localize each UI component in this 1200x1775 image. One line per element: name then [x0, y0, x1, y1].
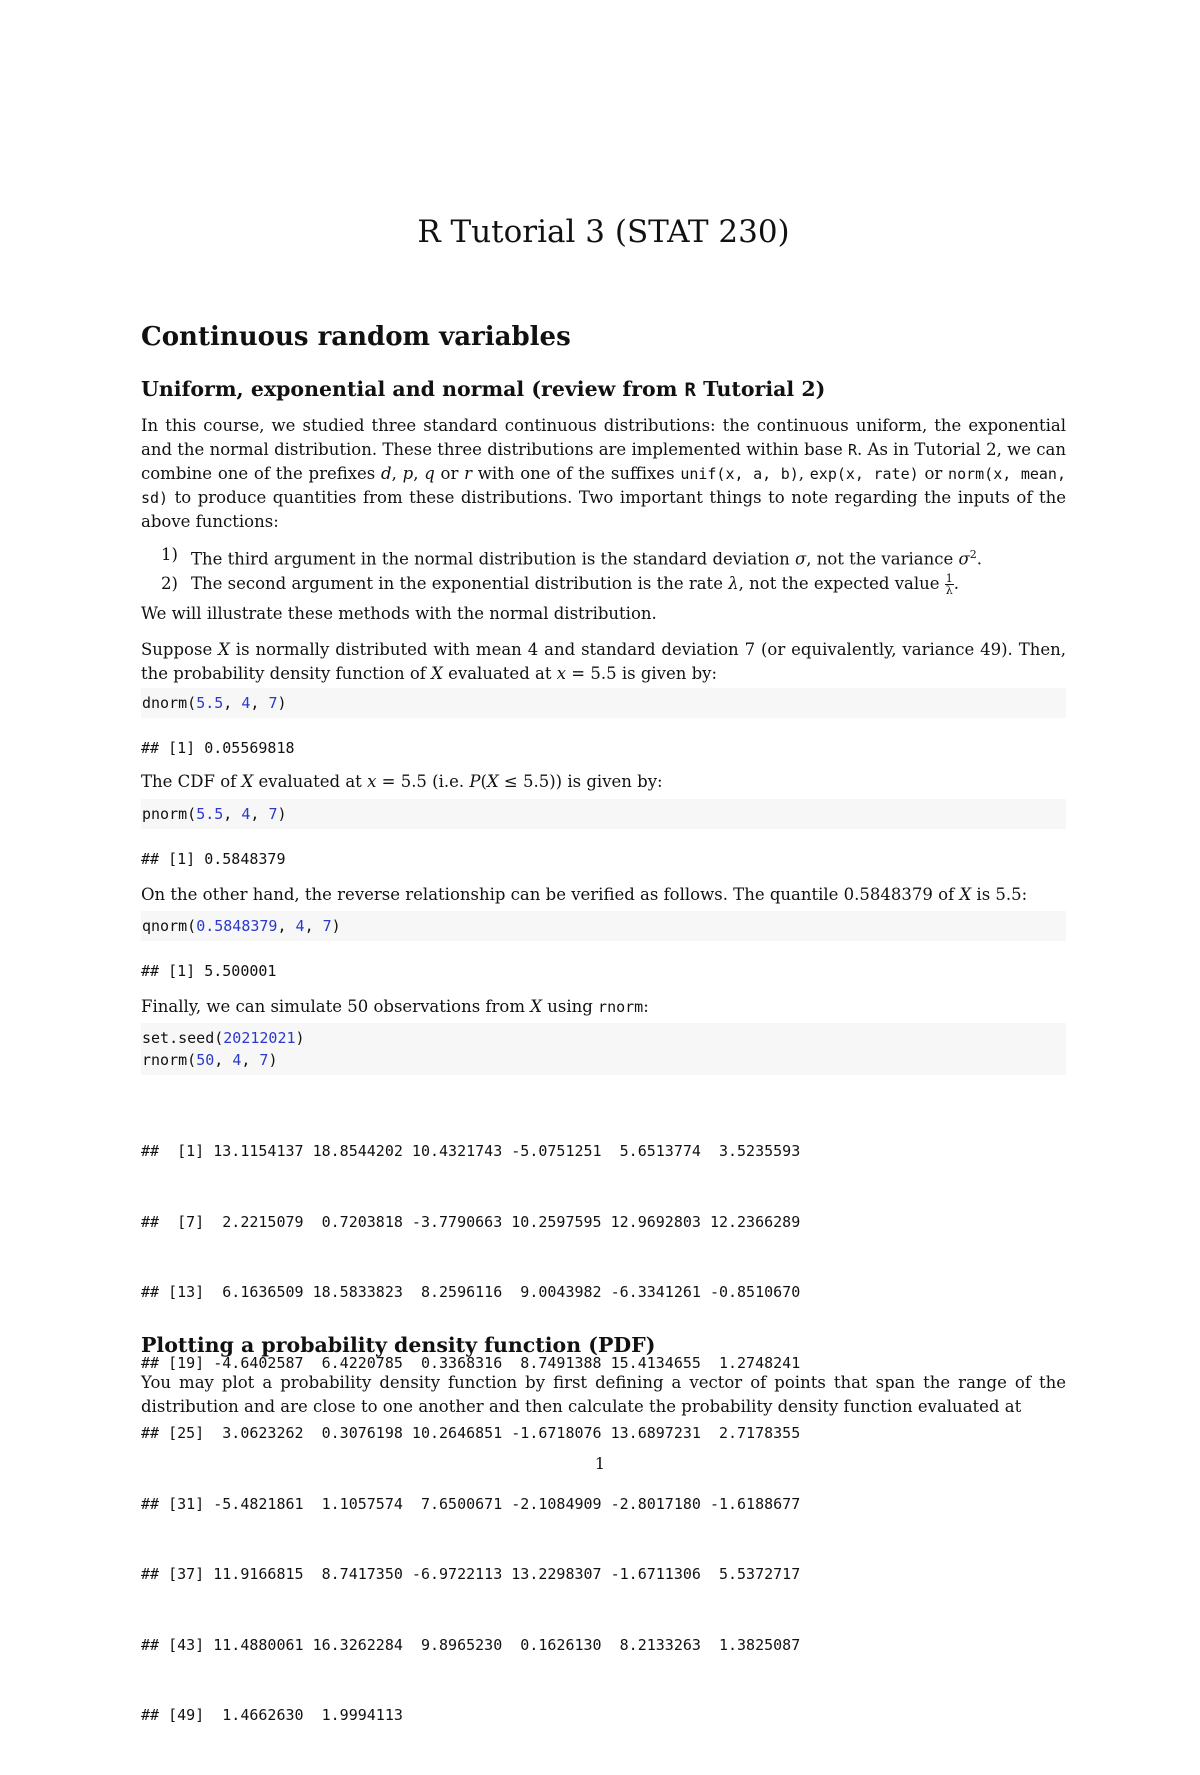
plotting-paragraph: You may plot a probability density function by first defining a vector of points that span the range of the distribution and are close to one another and then calculate the probability density function evaluated at: [141, 1373, 1066, 1416]
subsection-heading-uniform: [141, 377, 825, 401]
code-token: ,: [250, 805, 269, 823]
code-block-qnorm: [141, 911, 1066, 941]
para-text: Suppose: [141, 640, 219, 659]
intro-text: or: [434, 464, 465, 483]
code-number: 7: [268, 805, 278, 823]
intro-text: ,: [413, 464, 425, 483]
math-var: X: [241, 772, 254, 791]
fraction-numerator: 1: [945, 571, 953, 585]
cdf-paragraph: [141, 770, 1066, 794]
code-token: ,: [277, 917, 296, 935]
code-token: ): [277, 694, 287, 712]
code-line: [141, 915, 1066, 937]
output-line: ## [7] 2.2215079 0.7203818 -3.7790663 10.2597595 12.9692803 12.2366289: [141, 1212, 801, 1231]
code-token: ): [268, 1051, 278, 1069]
notes-list: [141, 543, 1066, 596]
para-text: On the other hand, the reverse relationship can be verified as follows. The quantile 0.5848379 of: [141, 885, 960, 904]
suppose-paragraph: [141, 638, 1066, 686]
intro-text: In this course, we studied three standard continuous distributions: the continuous uniform, the exponential and the normal distribution. These three distributions are implemented within base: [141, 416, 1066, 459]
para-text: ≤ 5.5)) is given by:: [498, 772, 663, 791]
code-token: ,: [214, 1051, 233, 1069]
sigma-symbol: σ: [958, 549, 970, 569]
output-dnorm: [141, 737, 1066, 761]
math-var: X: [959, 885, 972, 904]
illustrate-paragraph: We will illustrate these methods with the normal distribution.: [141, 604, 657, 623]
para-text: is 5.5:: [971, 885, 1028, 904]
inline-code: norm(x, mean, sd): [141, 465, 1066, 507]
math-var: X: [530, 997, 542, 1016]
intro-text: ,: [391, 464, 403, 483]
list-text: The third argument in the normal distribution is the standard deviation: [191, 549, 795, 569]
output-rnorm: [141, 1093, 1066, 1775]
code-line: [141, 1027, 1066, 1049]
para-text: is normally distributed with mean 4 and standard deviation 7 (or equivalently, variance 49). Then, the probability density function of: [141, 640, 1066, 683]
document-title: R Tutorial 3 (STAT 230): [417, 214, 790, 250]
code-token: pnorm(: [142, 805, 197, 823]
fraction: [945, 573, 954, 596]
para-text: :: [643, 997, 649, 1016]
output-line: ## [1] 13.1154137 18.8544202 10.4321743 -5.0751251 5.6513774 3.5235593: [141, 1142, 801, 1160]
subsection-text: Tutorial 2): [696, 377, 826, 401]
section-heading: Continuous random variables: [141, 322, 571, 352]
list-number: 1): [161, 545, 178, 564]
superscript: 2: [969, 548, 977, 561]
output-line: ## [13] 6.1636509 18.5833823 8.2596116 9.0043982 -6.3341261 -0.8510670: [141, 1283, 801, 1301]
code-token: ,: [304, 917, 323, 935]
code-token: ): [277, 805, 287, 823]
inline-code: exp(x, rate): [809, 465, 919, 483]
math-var: X: [431, 664, 443, 683]
list-text: .: [976, 549, 982, 569]
inline-code: R: [847, 441, 858, 459]
intro-text: or: [918, 464, 949, 483]
code-number: 5.5: [196, 694, 224, 712]
para-text: The CDF of: [141, 772, 242, 791]
output-qnorm: [141, 960, 1066, 984]
code-token: qnorm(: [142, 917, 197, 935]
math-var: X: [486, 772, 499, 791]
prefix-d: d: [381, 464, 392, 483]
code-number: 4: [241, 694, 251, 712]
inline-code: rnorm: [598, 998, 644, 1016]
lambda-symbol: λ: [728, 573, 739, 593]
list-item: [141, 543, 1066, 572]
output-pnorm: [141, 848, 1066, 872]
para-text: Finally, we can simulate 50 observations from: [141, 997, 531, 1016]
math-var: x: [367, 772, 377, 791]
code-token: ,: [241, 1051, 260, 1069]
code-number: 4: [232, 1051, 242, 1069]
code-token: ): [331, 917, 341, 935]
code-token: dnorm(: [142, 694, 197, 712]
code-block-rnorm: [141, 1023, 1066, 1075]
para-text: = 5.5 (i.e.: [376, 772, 470, 791]
code-line: [141, 1049, 1066, 1071]
code-number: 5.5: [196, 805, 224, 823]
code-number: 7: [259, 1051, 269, 1069]
intro-text: to produce quantities from these distributions. Two important things to note regarding the inputs of the above functions:: [141, 488, 1066, 531]
output-line: ## [1] 5.500001: [141, 962, 277, 980]
subsection-code: R: [684, 379, 696, 401]
code-number: 7: [268, 694, 278, 712]
prefix-q: q: [424, 464, 435, 483]
reverse-paragraph: [141, 883, 1066, 907]
output-line: ## [37] 11.9166815 8.7417350 -6.9722113 13.2298307 -1.6711306 5.5372717: [141, 1565, 801, 1583]
para-text: (: [480, 772, 487, 791]
inline-code: unif(x, a, b): [680, 465, 799, 483]
subsection-text: Uniform, exponential and normal (review from: [141, 377, 685, 401]
code-number: 4: [241, 805, 251, 823]
sigma-symbol: σ: [794, 549, 807, 569]
list-text: .: [953, 573, 960, 593]
code-number: 0.5848379: [196, 917, 278, 935]
finally-paragraph: [141, 995, 1066, 1019]
prefix-r: r: [464, 464, 473, 483]
math-var: x: [556, 664, 567, 683]
code-token: ,: [223, 694, 242, 712]
output-line: ## [25] 3.0623262 0.3076198 10.2646851 -1.6718076 13.6897231 2.7178355: [141, 1424, 801, 1442]
code-number: 7: [322, 917, 332, 935]
prefix-p: p: [402, 464, 414, 483]
output-line: ## [1] 0.05569818: [141, 739, 295, 757]
para-text: = 5.5 is given by:: [566, 664, 718, 683]
code-line: [141, 692, 1066, 714]
output-line: ## [31] -5.4821861 1.1057574 7.6500671 -2.1084909 -2.8017180 -1.6188677: [141, 1494, 801, 1513]
list-text: , not the variance: [806, 549, 959, 569]
code-number: 50: [196, 1051, 215, 1069]
para-text: using: [541, 997, 599, 1016]
math-var: P: [469, 772, 481, 791]
list-number: 2): [161, 573, 178, 593]
intro-text: . As in Tutorial 2, we can combine one of the prefixes: [141, 440, 1066, 483]
code-token: ,: [250, 694, 269, 712]
intro-paragraph: [141, 414, 1066, 534]
list-text: The second argument in the exponential distribution is the rate: [191, 573, 729, 593]
math-var: X: [218, 640, 230, 659]
code-number: 4: [295, 917, 305, 935]
list-item: [141, 572, 1066, 596]
intro-text: with one of the suffixes: [472, 464, 681, 483]
code-block-dnorm: [141, 688, 1066, 718]
output-line: ## [43] 11.4880061 16.3262284 9.8965230 0.1626130 8.2133263 1.3825087: [141, 1635, 801, 1654]
page-number: 1: [594, 1454, 606, 1473]
code-number: 20212021: [223, 1029, 296, 1047]
output-line: ## [49] 1.4662630 1.9994113: [141, 1706, 403, 1724]
output-line: ## [1] 0.5848379: [141, 850, 286, 868]
code-token: ,: [223, 805, 242, 823]
para-text: evaluated at: [442, 664, 557, 683]
code-token: ): [295, 1029, 305, 1047]
intro-text: ,: [798, 464, 810, 483]
code-token: set.seed(: [142, 1029, 224, 1047]
code-token: rnorm(: [142, 1051, 197, 1069]
code-line: [141, 803, 1066, 825]
code-block-pnorm: [141, 799, 1066, 829]
subsection-heading-plotting: Plotting a probability density function (PDF): [141, 1333, 656, 1357]
para-text: evaluated at: [253, 772, 368, 791]
output-line: ## [19] -4.6402587 6.4220785 0.3368316 8.7491388 15.4134655 1.2748241: [141, 1353, 801, 1372]
fraction-denominator: λ: [945, 583, 953, 597]
list-text: , not the expected value: [738, 573, 945, 593]
